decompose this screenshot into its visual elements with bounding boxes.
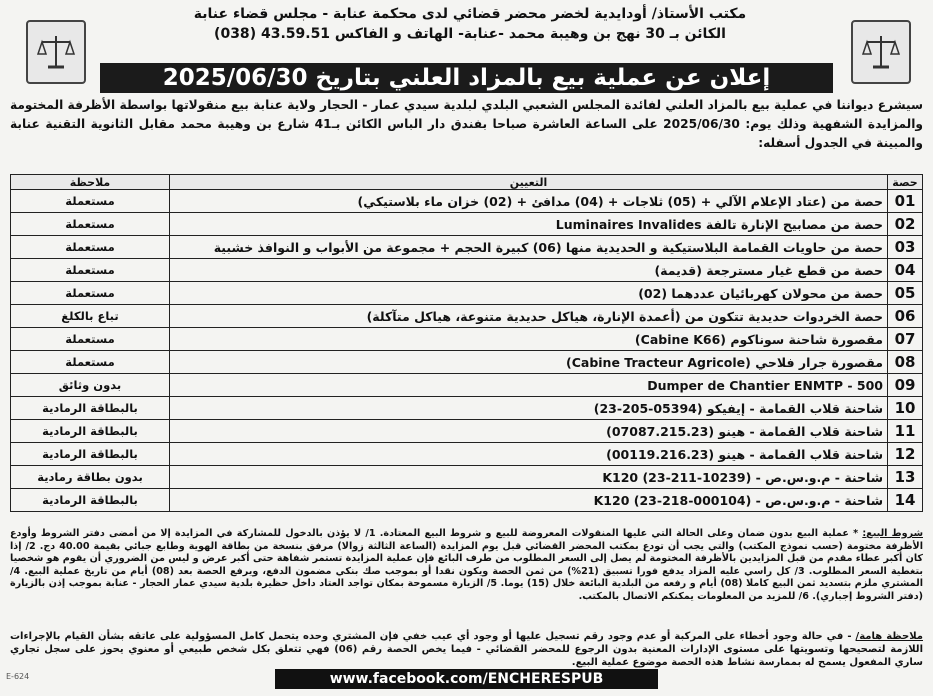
lot-number: 05	[888, 282, 923, 305]
lot-description: مقصورة جرار فلاحي (Cabine Tracteur Agricole)	[170, 351, 888, 374]
scales-of-justice-logo-right	[851, 20, 911, 84]
sale-conditions	[10, 528, 923, 603]
lot-note: مستعملة	[11, 259, 170, 282]
lot-note: بالبطاقة الرمادية	[11, 443, 170, 466]
lot-number: 07	[888, 328, 923, 351]
lot-number: 10	[888, 397, 923, 420]
announcement-title: إعلان عن عملية بيع بالمزاد العلني بتاريخ 2025/06/30	[100, 63, 833, 93]
table-row	[11, 489, 923, 512]
table-row	[11, 213, 923, 236]
lot-description: حصة من (عتاد الإعلام الآلي + (05) ثلاجات + (04) مدافئ + (02) خزان ماء بلاستيكي)	[170, 190, 888, 213]
lot-number: 04	[888, 259, 923, 282]
lot-description: شاحنة قلاب القمامة - هينو (07087.215.23)	[170, 420, 888, 443]
lot-description: شاحنة قلاب القمامة - إيفيكو (05394-205-23)	[170, 397, 888, 420]
table-row	[11, 305, 923, 328]
intro-paragraph: سيشرع ديواننا في عملية بيع بالمزاد العلني لفائدة المجلس الشعبي البلدي لبلدية سيدي عمار - الحجار ولاية عنابة بيع منقولاتها بواسطة الأظرفة المختومة والمزايدة الشفهية وذلك يوم: 2025/06/30 على الساعة العاشرة صباحا بفندق دار الباس الكائن بـ41 شارع بن وهيبة محمد مقابل الثانوية التقنية عنابة والمبينة في الجدول أسفله:	[10, 98, 923, 150]
lot-number: 01	[888, 190, 923, 213]
table-row	[11, 328, 923, 351]
header	[0, 0, 933, 62]
lot-description: مقصورة شاحنة سوناكوم (Cabine K66)	[170, 328, 888, 351]
remarks-text: - في حالة وجود أخطاء على المركبة أو عدم وجود رقم تسجيل عليها أو وجود أي عيب خفي فإن المشتري وحده يتحمل كامل المسؤولية على عاتقه بشأن القيام بالإجراءات اللازمة لتصحيحها وتسويتها على مستوى الإدارات المعنية بدون الرجوع للمحضر القضائي - فيما يخص الحصة رقم (06) فهي تتعلق بكل شخص طبيعي أو معنوي يحوز على سجل تجاري ساري المفعول يسمح له بممارسة نشاط هذه الحصة موضوع عملية البيع.	[10, 631, 923, 668]
lot-note: بالبطاقة الرمادية	[11, 397, 170, 420]
table-row	[11, 420, 923, 443]
lot-number: 03	[888, 236, 923, 259]
lot-note: مستعملة	[11, 213, 170, 236]
table-row	[11, 190, 923, 213]
lot-note: تباع بالكلغ	[11, 305, 170, 328]
reference-code: E-624	[6, 672, 30, 681]
footer-url[interactable]: www.facebook.com/ENCHERESPUB	[275, 669, 658, 689]
office-line-1: مكتب الأستاذ/ أودايدية لخضر محضر قضائي لدى محكمة عنابة - مجلس قضاء عنابة	[193, 6, 747, 22]
lot-description: حصة الخردوات حديدية تتكون من (أعمدة الإنارة، هياكل حديدية متنوعة، هياكل متآكلة)	[170, 305, 888, 328]
lot-note: بالبطاقة الرمادية	[11, 489, 170, 512]
header-note: ملاحظة	[11, 175, 170, 190]
table-row	[11, 351, 923, 374]
scales-icon	[859, 30, 903, 74]
lot-number: 11	[888, 420, 923, 443]
lot-description: Dumper de Chantier ENMTP - 500	[170, 374, 888, 397]
table-row	[11, 443, 923, 466]
scales-icon	[34, 30, 78, 74]
lot-number: 06	[888, 305, 923, 328]
lot-note: بدون بطاقة رمادية	[11, 466, 170, 489]
table-row	[11, 282, 923, 305]
lot-note: بالبطاقة الرمادية	[11, 420, 170, 443]
lot-description: شاحنة - م.و.س.ص - (000104-218-23) K120	[170, 489, 888, 512]
lot-note: مستعملة	[11, 351, 170, 374]
lot-note: مستعملة	[11, 282, 170, 305]
scales-of-justice-logo	[26, 20, 86, 84]
lot-description: حصة من حاويات القمامة البلاستيكية و الحديدية منها (06) كبيرة الحجم + مجموعة من الأبواب و النوافذ خشبية	[170, 236, 888, 259]
header-lot-number: حصة	[888, 175, 923, 190]
table-row	[11, 259, 923, 282]
lot-number: 14	[888, 489, 923, 512]
lot-description: شاحنة قلاب القمامة - هينو (00119.216.23)	[170, 443, 888, 466]
lot-number: 12	[888, 443, 923, 466]
table-row	[11, 374, 923, 397]
lot-description: حصة من محولان كهربائيان عددهما (02)	[170, 282, 888, 305]
table-header-row	[11, 175, 923, 190]
lot-number: 02	[888, 213, 923, 236]
lot-note: مستعملة	[11, 190, 170, 213]
lot-number: 09	[888, 374, 923, 397]
lot-number: 13	[888, 466, 923, 489]
lot-note: بدون وثائق	[11, 374, 170, 397]
lots-table-body	[11, 190, 923, 512]
lot-description: حصة من مصابيح الإنارة تالفة Luminaires Invalides	[170, 213, 888, 236]
office-info	[150, 4, 790, 44]
lot-description: شاحنة - م.و.س.ص - (10239-211-23) K120	[170, 466, 888, 489]
conditions-label: شروط البيع:	[862, 528, 923, 539]
table-row	[11, 466, 923, 489]
important-remarks	[10, 630, 923, 669]
table-row	[11, 236, 923, 259]
remarks-label: ملاحظة هامة/	[855, 631, 923, 642]
lot-note: مستعملة	[11, 236, 170, 259]
lots-table	[10, 174, 923, 512]
lot-number: 08	[888, 351, 923, 374]
office-line-2: الكائن بـ 30 نهج بن وهيبة محمد -عنابة- الهاتف و الفاكس 43.59.51 (038)	[214, 26, 726, 42]
lot-description: حصة من قطع غيار مسترجعة (قديمة)	[170, 259, 888, 282]
table-row	[11, 397, 923, 420]
conditions-text: * عملية البيع بدون ضمان وعلى الحالة التي عليها المنقولات المعروضة للبيع و شروط البيع المعتادة. 1/ لا يؤذن بالدخول للمشاركة في المزايدة إلا من أمضى دفتر الشروط وأودع الأظرفة مختومة (حسب نموذج المكتب) والتي يجب أن تودع بمكتب المحضر القضائي قبل يوم المزايدة (الساعة الثالثة زوالا) مرفق بنسخة من بطاقة الهوية وطابع جبائي بقيمة 40.00 دج. 2/ إذا كان أكبر عطاء مقدم من قبل المزايدين بالأظرفة المختومة لم يصل إلى السعر المطلوب من طرف البائع فإن عملية المزايدة تستمر شفاهة حتى أكبر عرض و ليس من الضروري أن يقوم هو شخصيا بتغطية السعر المطلوب. 3/ كل راسي عليه المزاد يدفع فورا تسبيق (21%) من ثمن الحصة ويكون نقدا أو بموجب صك بنكي مضمون الدفع، ويرفع الحصة بعد (08) أيام من تاريخ عملية البيع. 4/ المشتري ملزم بتسديد ثمن البيع كاملا (08) أيام و رفعه من البلدية البائعة خلال (15) يوما. 5/ الزيارة مسموحة بمكان تواجد العتاد داخل حظيرة بلدية سيدي عمار الحجار - عنابة بموجب إذن بالزيارة (دفتر الشروط إجباري). 6/ للمزيد من المعلومات يمكنكم الاتصال بالمكتب.	[10, 528, 924, 602]
lot-note: مستعملة	[11, 328, 170, 351]
header-description: التعيين	[170, 175, 888, 190]
